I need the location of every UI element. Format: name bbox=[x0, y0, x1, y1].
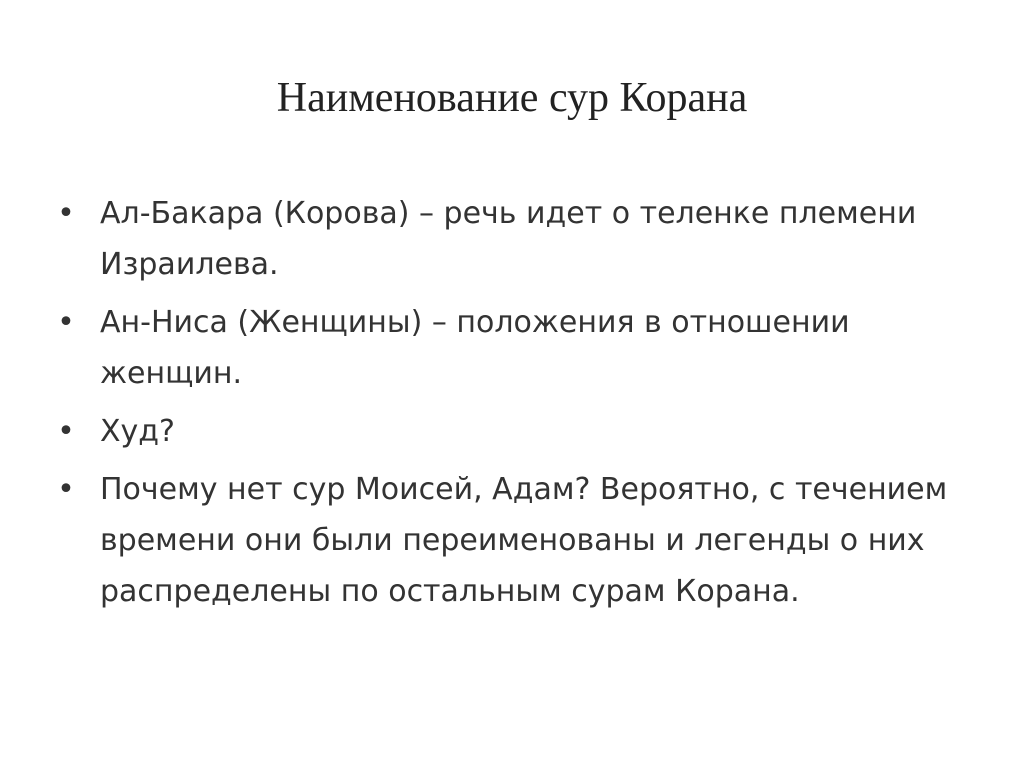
bullet-item bbox=[56, 188, 956, 290]
slide-title: Наименование сур Корана bbox=[276, 75, 748, 121]
bullet-marker: • bbox=[57, 472, 75, 507]
bullet-text: Ал-Бакара (Корова) – речь идет о теленке племени Израилева. bbox=[100, 196, 917, 282]
bullet-item bbox=[56, 464, 956, 617]
bullet-text: Ан-Ниса (Женщины) – положения в отношении женщин. bbox=[100, 305, 850, 391]
bullet-marker: • bbox=[57, 305, 75, 340]
bullet-item bbox=[56, 297, 956, 399]
bullet-marker: • bbox=[57, 414, 75, 449]
bullet-text: Худ? bbox=[100, 414, 175, 449]
bullet-marker: • bbox=[57, 196, 75, 231]
bullet-list bbox=[56, 188, 956, 624]
bullet-item bbox=[56, 406, 956, 457]
bullet-text: Почему нет сур Моисей, Адам? Вероятно, с течением времени они были переименованы и легенды о них распределены по остальным сурам Корана. bbox=[100, 472, 948, 609]
